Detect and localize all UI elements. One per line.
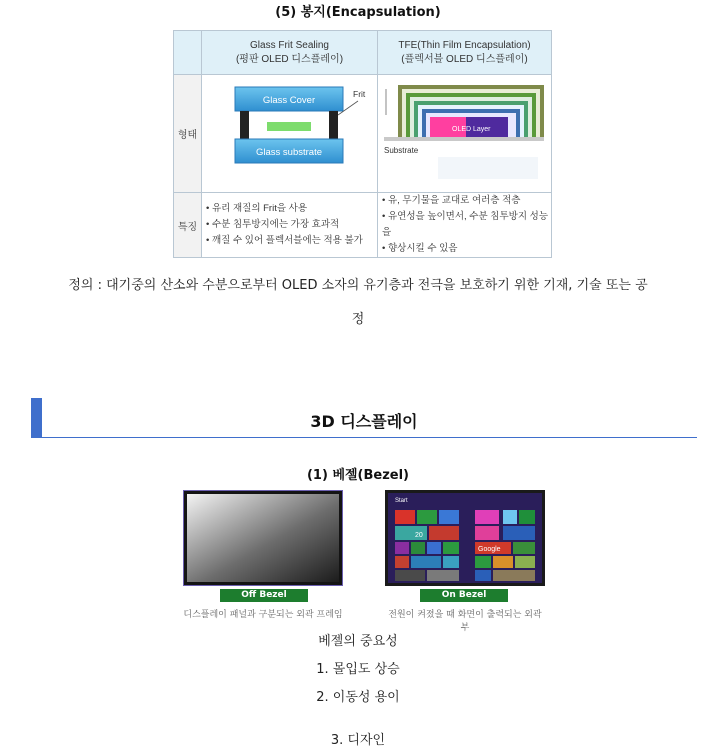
off-bezel-image: [183, 490, 343, 586]
tfe-features: [378, 193, 551, 257]
feature-item: • 유리 재질의 Frit을 사용: [206, 201, 377, 217]
definition-line-1: 정의 : 대기중의 산소와 수분으로부터 OLED 소자의 유기층과 전극을 보호하기 위한 기재, 기술 또는 공: [68, 278, 648, 293]
tile: [395, 556, 409, 568]
off-bezel-monitor: [183, 490, 343, 586]
feature-item: • 깨질 수 있어 플렉서블에는 적용 불가: [206, 233, 377, 249]
glass-frit-features: [202, 201, 377, 249]
importance-item-1: 1. 몰입도 상승: [316, 662, 400, 677]
frit-left: [240, 111, 249, 139]
tile: [475, 556, 491, 568]
google-tile-label: Google: [478, 546, 501, 553]
screen-area: [187, 494, 339, 582]
tile: [439, 510, 459, 524]
tile: [395, 510, 415, 524]
tile: [411, 556, 441, 568]
on-bezel-label: On Bezel: [420, 589, 508, 602]
tile: [493, 556, 513, 568]
row-label-features: 특징: [174, 193, 202, 258]
tile: [395, 542, 409, 554]
tile: [475, 570, 491, 581]
tfe-diagram-cell: [378, 75, 552, 193]
frit-label: Frit: [353, 89, 366, 99]
glass-frit-features-cell: [202, 193, 378, 258]
start-label: Start: [395, 498, 408, 504]
feature-item: • 유연성을 높이면서, 수분 침투방지 성능을: [382, 209, 551, 241]
oled-layer-shape: [267, 122, 311, 131]
tile: [395, 570, 425, 581]
column-header-tfe: [378, 31, 552, 75]
tile: [427, 542, 441, 554]
tile: [513, 542, 535, 554]
table-corner-cell: [174, 31, 202, 75]
on-bezel-image: [385, 490, 545, 586]
feature-item: • 수분 침투방지에는 가장 효과적: [206, 217, 377, 233]
glass-frit-diagram: [202, 75, 376, 187]
section-5-title: (5) 봉지(Encapsulation): [275, 5, 441, 20]
column-title: Glass Frit Sealing: [250, 39, 329, 51]
tile: [429, 526, 459, 540]
definition-line-2: 정: [351, 312, 365, 327]
tile: [475, 510, 499, 524]
tfe-substrate-shape: [384, 137, 544, 141]
tile: [503, 510, 517, 524]
tile: [503, 526, 535, 540]
section-3d-title: 3D 디스플레이: [310, 412, 418, 431]
column-header-glass-frit: [202, 31, 378, 75]
glass-substrate-label: Glass substrate: [256, 147, 322, 158]
oled-layer-label: OLED Layer: [452, 126, 491, 133]
tile: [417, 510, 437, 524]
tile: [443, 542, 459, 554]
tfe-substrate-label: Substrate: [384, 146, 419, 155]
on-bezel-monitor: [385, 490, 545, 586]
column-subtitle: (평판 OLED 디스플레이): [235, 53, 344, 65]
row-label-shape: 형태: [174, 75, 202, 193]
tile: [411, 542, 425, 554]
tile-number: 20: [415, 532, 423, 539]
tile: [475, 526, 499, 540]
tile: [427, 570, 459, 581]
tile: [493, 570, 535, 581]
column-title: TFE(Thin Film Encapsulation): [398, 39, 531, 51]
tile: [515, 556, 535, 568]
tile: [519, 510, 535, 524]
feature-item: • 유, 무기물을 교대로 여러층 적층: [382, 193, 551, 209]
importance-item-3: 3. 디자인: [330, 733, 386, 748]
glass-frit-diagram-cell: [202, 75, 378, 193]
on-bezel-caption: 전원이 켜졌을 때 화면이 출력되는 외곽부: [388, 610, 542, 633]
off-bezel-caption: 디스플레이 패널과 구분되는 외곽 프레임: [183, 610, 343, 620]
feature-item-continuation: • 향상시킬 수 있음: [382, 241, 551, 257]
section-1-title: (1) 베젤(Bezel): [306, 468, 410, 483]
section-3d-header: [31, 398, 697, 438]
tile: [443, 556, 459, 568]
encapsulation-comparison-table: [173, 30, 552, 258]
tfe-reflection: [438, 157, 538, 179]
column-subtitle: (플렉서블 OLED 디스플레이): [401, 53, 528, 65]
importance-title: 베젤의 중요성: [318, 634, 398, 649]
off-bezel-label: Off Bezel: [220, 589, 308, 602]
tfe-features-cell: [378, 193, 552, 258]
importance-item-2: 2. 이동성 용이: [316, 690, 400, 705]
glass-cover-label: Glass Cover: [262, 95, 316, 106]
frit-right: [329, 111, 338, 139]
tfe-diagram: [378, 75, 550, 187]
